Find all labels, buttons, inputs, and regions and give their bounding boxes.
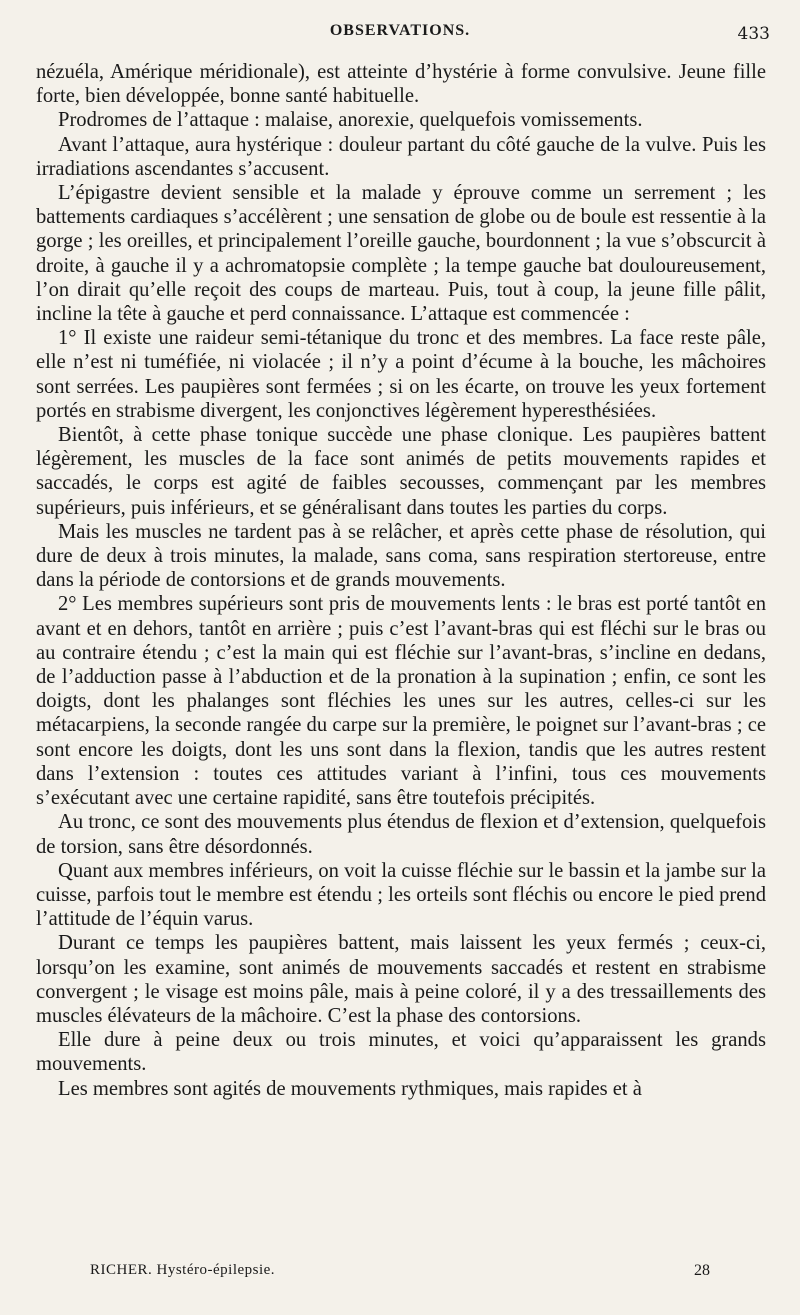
- footer-author: RICHER. Hystéro-épilepsie.: [90, 1262, 276, 1278]
- paragraph: Mais les muscles ne tardent pas à se relâcher, et après cette phase de résolution, qui dure de deux à trois minutes, la malade, sans coma, sans respiration stertoreuse, entre dans la période de contorsions et de grands mouvements.: [36, 520, 766, 592]
- paragraph: Les membres sont agités de mouvements rythmiques, mais rapides et à: [58, 1077, 642, 1100]
- paragraph: 2° Les membres supérieurs sont pris de mouvements lents : le bras est porté tantôt en avant et en dehors, tantôt en arrière ; puis c’est l’avant-bras qui est fléchi sur le bras ou au contraire étendu ; c’est la main qui est fléchie sur l’avant-bras, s’incline en dedans, de l’adduction passe à l’abduction et de la pronation à la supination ; enfin, ce sont les doigts, dont les phalanges sont fléchies les unes sur les autres, celles-ci sur les métacarpiens, la seconde rangée du carpe sur la première, le poignet sur l’avant-bras ; ce sont encore les doigts, dont les uns sont dans la flexion, tandis que les autres restent dans l’extension : toutes ces attitudes variant à l’infini, tous ces mouvements s’exécutant avec une certaine rapidité, sans être toutefois précipités.: [36, 593, 766, 810]
- paragraph: 1° Il existe une raideur semi-tétanique du tronc et des membres. La face reste pâle, elle n’est ni tuméfiée, ni violacée ; il n’y a point d’écume à la bouche, les mâchoires sont serrées. Les paupières sont fermées ; si on les écarte, on trouve les yeux fortement portés en strabisme divergent, les conjonctives légèrement hyperesthésiées.: [36, 327, 766, 422]
- page-footer: [90, 1262, 710, 1286]
- page-header: [30, 22, 770, 52]
- running-title: OBSERVATIONS.: [329, 22, 471, 39]
- paragraph: Elle dure à peine deux ou trois minutes, et voici qu’apparaissent les grands mouvements.: [36, 1029, 766, 1076]
- paragraph: Au tronc, ce sont des mouvements plus étendus de flexion et d’extension, quelquefois de torsion, sans être désordonnés.: [36, 811, 766, 858]
- paragraph: L’épigastre devient sensible et la malade y éprouve comme un serrement ; les battements cardiaques s’accélèrent ; une sensation de globe ou de boule est ressentie à la gorge ; les oreilles, et principalement l’oreille gauche, bourdonnent ; la vue s’obscurcit à droite, à gauche il y a achromatopsie complète ; la tempe gauche bat douloureusement, l’on dirait qu’elle reçoit des coups de marteau. Puis, tout à coup, la jeune fille pâlit, incline la tête à gauche et perd connaissance. L’attaque est commencée :: [36, 182, 766, 326]
- page-number: 433: [737, 24, 770, 44]
- paragraph: Bientôt, à cette phase tonique succède une phase clonique. Les paupières battent légèrement, les muscles de la face sont animés de petits mouvements rapides et saccadés, le corps est agité de faibles secousses, commençant par les membres supérieurs, puis inférieurs, et se généralisant dans toutes les parties du corps.: [36, 424, 766, 519]
- paragraph: Quant aux membres inférieurs, on voit la cuisse fléchie sur le bassin et la jambe sur la cuisse, parfois tout le membre est étendu ; les orteils sont fléchis ou encore le pied prend l’attitude de l’équin varus.: [36, 859, 766, 931]
- signature-mark: 28: [694, 1262, 710, 1279]
- paragraph: Prodromes de l’attaque : malaise, anorexie, quelquefois vomissements.: [58, 109, 643, 132]
- paragraph: Durant ce temps les paupières battent, mais laissent les yeux fermés ; ceux-ci, lorsqu’on les examine, sont animés de mouvements saccadés et restent en strabisme convergent ; le visage est moins pâle, mais à peine coloré, il y a des tressaillements des muscles élévateurs de la mâchoire. C’est la phase des contorsions.: [36, 932, 766, 1027]
- body-text: [36, 60, 766, 1101]
- paragraph: Avant l’attaque, aura hystérique : douleur partant du côté gauche de la vulve. Puis les irradiations ascendantes s’accusent.: [36, 133, 766, 180]
- paragraph: nézuéla, Amérique méridionale), est atteinte d’hystérie à forme convulsive. Jeune fille forte, bien développée, bonne santé habituelle.: [36, 61, 766, 108]
